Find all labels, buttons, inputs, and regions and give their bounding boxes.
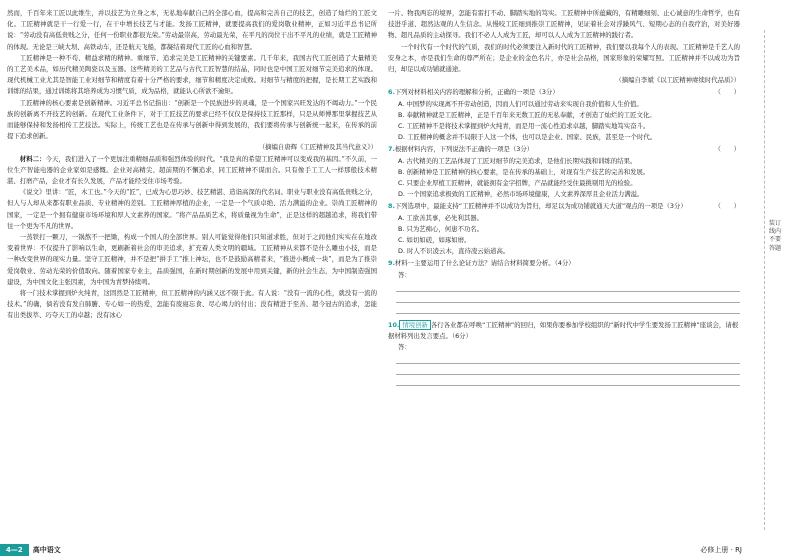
paragraph: 工匠精神的核心要素是创新精神。习近平总书记指出：“创新是一个民族进步的灵魂，是一个国家兴旺发达的不竭动力。”一个民族的创新离不开技艺的创新。在现代工业条件下，对于工匠技艺的要求已经不仅仅是保持技工匠那样，只是从师傅那里掌握技艺从而能够保持和发扬相传工艺技法。实际上，传统工艺也是在传承与创新中得到发展的，我们要将传承与创新统一起来，在传承的前提下追求创新。 <box>7 98 377 141</box>
option: B. 奉献精神就是工匠精神，正是千百年来无数工匠的无私奉献，才创造了灿烂的工匠文化。 <box>398 110 656 119</box>
material-label: 材料二： <box>19 154 46 163</box>
question-10 <box>388 320 740 387</box>
option: C. 如切如磋，如琢如磨。 <box>398 236 471 245</box>
source-citation: （摘编自李斌《以工匠精神赓续时代品质》） <box>615 76 740 85</box>
scenario-tag: 情境创新 <box>399 320 431 330</box>
right-column <box>388 8 740 386</box>
option: A. 中国梦的实现离不开劳动创造，因而人们可以通过劳动来实现自我价值和人生价值。 <box>398 99 643 108</box>
paragraph: 一蒸铁打一颗刀，一锅熬不一把锄，构成一个国人的全部世界。别人可能觉得他们只知道求胜，但对于之间他们实实在在地改变着世界：不仅提升了影响以生命，更刷新着社会的审美追求，扩充着人类文明的疆域。工匠精神从来都不是什么雕虫小技，而是一种改变世界的现实力量。坚守工匠精神，并不是把“拼手工”推上神坛，也不是鼓励高精者来，“推进小概成一块”，而是为了推崇爱岗敬业、劳动光荣的价值取向。随着国家专业主，品质强国，在新时期创新的发展中用到关键，新的社会生态，为中国制造强国建设，为中国文化主张因素，为中国为青梦持续鸣。 <box>7 233 377 286</box>
answer-paren: （ ） <box>714 202 740 211</box>
question-number: 10. <box>388 320 400 329</box>
binding-notice: 装订线内不要答题 <box>768 220 781 252</box>
option: D. 工匠精神的概念并不局限于人这一个体，也可以是企业、国家、民族，甚至是一个时代。 <box>398 133 657 142</box>
left-column <box>7 8 377 322</box>
option: D. 一个国家追求极致的工匠精神，必然市场环境健康，人文素养深厚且企业活力满溢。 <box>398 190 644 199</box>
binding-line <box>764 30 776 530</box>
answer-line[interactable] <box>396 281 740 292</box>
source-citation: （摘编自唐辉《工匠精神及其当代意义》） <box>258 143 377 152</box>
option: B. 创新精神是工匠精神的核心要素，是在传承的基础上，对现有生产技艺的完善和发展。 <box>398 167 650 176</box>
answer-line[interactable] <box>396 364 740 375</box>
paragraph: 一个时代有一个时代的气质，我们的时代必须要注入新时代的工匠精神，我们要以我每个人的表现。工匠精神是千艺人的安身之本，亦是我们生命的尊严所在；是企业的金色名片，亦是社会品格，国家形象的荣耀写照。工匠精神并不以成功为旨归，却足以成功铺就通途。 <box>388 42 740 74</box>
question-number: 9. <box>388 259 395 268</box>
option: A. 古代精美的工艺品体现了工匠对细节的完美追求，是他们长期实践和训练的结果。 <box>398 156 637 165</box>
option: D. 时人不识凌云木，直待凌云始道高。 <box>398 247 510 256</box>
paragraph: 将一门技术掌握到炉火纯青，这固然是工匠精神，但工匠精神的内涵又远不限于此。有人说：“没有一流的心性，就没有一流的技术。”的确，倘若没有发自肺腑、专心如一的热爱，怎能有废寝忘食、尽心竭力的付出；没有精进于至善、超今冠古的追求，怎能有出类拔萃、巧夺天工的卓越；没有冰心 <box>7 289 377 320</box>
option: C. 工匠精神不是将技术掌握到炉火纯青，而是用一流心性追求卓越，脚踏实地笃实奋斗。 <box>398 122 650 131</box>
question-text: 各行各业都在呼唤“工匠精神”的回归，如果你要参加学校组织的“新时代中学生要发扬工匠精神”座谈会，请根据材料列出发言要点。（6分） <box>388 320 739 341</box>
option: C. 只要企业厚植工匠精神，就能拥有金字招牌，产品就能经受住最挑剔用光的检验。 <box>398 179 637 188</box>
answer-paren: （ ） <box>714 88 740 97</box>
question-9 <box>388 258 740 313</box>
question-text: 下列对材料相关内容的理解和分析，正确的一项是（3分） <box>394 88 559 97</box>
question-text: 材料一主要运用了什么论证方法？请结合材料简要分析。（4分） <box>394 259 575 268</box>
page-number: 4—2 <box>0 544 29 556</box>
question-number: 7. <box>388 145 395 154</box>
question-text: 根据材料内容，下列说法不正确的一项是（3分） <box>394 145 534 154</box>
question-8 <box>388 201 740 257</box>
paragraph-text: 今天，我们进入了一个更加注重精细品质和强烈体验的时代。“我是真的希望工匠精神可以变成我的基因。”不久前，一位生产智能电器的企业家如是感慨。企业对高精尖、超前期的不懈追求，同工匠精神不谋而合。只有像手工工人一样那般技术精湛、打磨产品，企业才有长久发展，产品才能经受住市场考验。 <box>7 154 377 186</box>
binding-margin <box>750 0 790 558</box>
subject-label: 高中语文 <box>32 546 61 554</box>
question-number: 8. <box>388 202 395 211</box>
answer-line[interactable] <box>396 292 740 303</box>
paragraph: 《说文》里讲：“匠，木工也。”今天的“匠”，已成为心思巧妙、技艺精湛、造诣高深的代名词。职业与职业没有高低贵贱之分，但人与人却从来都有职业品质、专业精神的差别。工匠精神厚植的企业，一定是一个气质卓绝、活力满溢的企业。崇尚工匠精神的国家，一定是一个拥有健康市场环境和厚人文素养的国家。“将产品品质艺术，将质量视为生命”，正是这样的超越追求，将我们带往一个更为不凡的世界。 <box>7 188 377 230</box>
paragraph: 一片、物我两忘的境界，怎能有雷打不动、脚踏实地的笃实。工匠精神中所蕴藏的，有精雕细刻、止心诚意的生命哲学，也有技进乎道、超然达观的人生信念。从慢咬工匠细到推崇工匠精神，见证着社会对浮躁风气、短期心态的自我疗治，对美好器物、超凡品质的主动探寻。我们不必人人成为工匠，却可以人人成为工匠精神的践行者。 <box>388 9 740 40</box>
answer-label: 答： <box>398 343 411 352</box>
answer-line[interactable] <box>396 375 740 386</box>
material-two <box>7 154 377 188</box>
paragraph: 然而，千百年来工匠以此维生，并以技艺为立身之本，无私地奉献自己的全部心血，提高和完善自己的技艺，创造了灿烂的工匠文化。工匠精神就是干一行爱一行，在干中增长技艺与才能。发扬工匠精神，就要提高我们的爱岗敬业精神，正如习近平总书记所说：“劳动没有高低贵贱之分，任何一份职业都很光荣。”劳动最崇高，劳动最光荣，在平凡的岗位干出不平凡的业绩，就是工匠精神的体现。无论是三峡大坝、高铁动车，还是航天飞船，都凝结着现代工匠的心血和智慧。 <box>7 9 377 51</box>
answer-paren: （ ） <box>714 145 740 154</box>
question-text: 下列选项中，最能支持“工匠精神并不以成功为旨归，却足以为成功铺就通天大道”观点的一项是（3分） <box>394 202 687 211</box>
question-7 <box>388 144 740 200</box>
page-footer-left <box>0 544 61 556</box>
question-6 <box>388 87 740 143</box>
question-number: 6. <box>388 88 395 97</box>
option: A. 工欲善其事，必先利其器。 <box>398 213 484 222</box>
answer-line[interactable] <box>396 353 740 364</box>
answer-label: 答： <box>398 270 411 279</box>
option: B. 只为艺痴心，何患不功名。 <box>398 224 484 233</box>
answer-line[interactable] <box>396 303 740 314</box>
book-label: 必修上册 · RJ <box>700 546 742 554</box>
paragraph: 工匠精神是一种不苟、精益求精的精神。重细节、追求完美是工匠精神的关键要素。几千年来，我国古代工匠创造了大量精美的工艺美术品，如历代精美陶瓷以及玉器。这些精美的工艺品与古代工匠智慧的结晶，同时也是中国工匠对细节完美追求的体现。现代机械工业尤其是智能工业对细节和精度有着十分严格的要求，细节和精度决定成败。对细节与精度的把握，是长期工艺实践和训练的结果，通过训练将其培养成为习惯气质，成为品格，就能认心所欲不逾矩。 <box>7 53 377 96</box>
